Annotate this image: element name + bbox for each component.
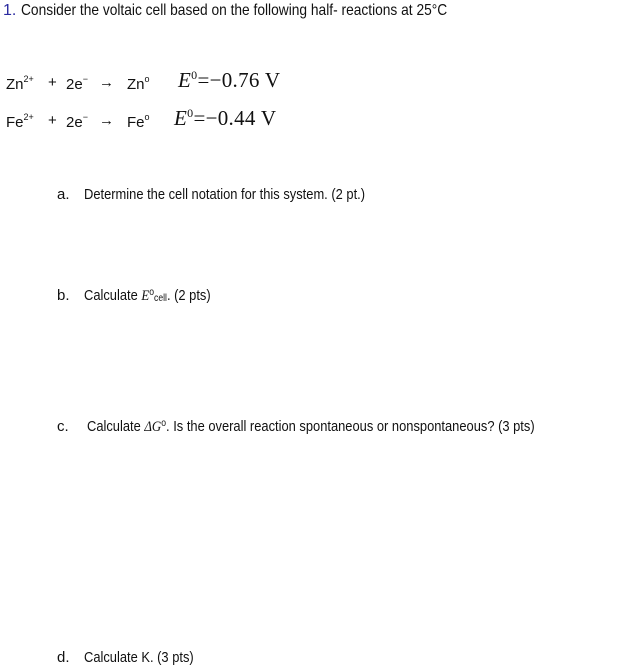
question-label: c. — [57, 418, 69, 435]
product: Fe$^o$ — [127, 112, 150, 131]
plus-sign: + — [48, 112, 57, 129]
reactant-ion: $Zn^{2+}$ — [6, 74, 34, 93]
question-label: a. — [57, 186, 70, 203]
question-label: d. — [57, 649, 70, 666]
electrons: 2e− — [66, 74, 88, 93]
question-label: b. — [57, 287, 70, 304]
problem-number: 1. — [3, 2, 17, 19]
question-text: Calculate $E^o_{cell}$. (2 pts) — [84, 287, 211, 304]
product: Zn$^o$ — [127, 74, 150, 93]
standard-potential: $E^0=-0.76$ V — [178, 68, 281, 92]
question-text: Calculate K. (3 pts) — [84, 649, 194, 666]
arrow-icon: → — [99, 112, 114, 129]
electrons: 2e− — [66, 112, 88, 131]
problem-text: Consider the voltaic cell based on the following half- reactions at 25°C — [20, 2, 447, 19]
arrow-icon: → — [99, 74, 114, 91]
problem-statement — [3, 2, 516, 20]
standard-potential: $E^0=-0.44$ V — [174, 106, 277, 130]
question-text: Calculate $\Delta G^o$. Is the overall reaction spontaneous or nonspontaneous? (3 pts) — [87, 418, 535, 435]
question-text: Determine the cell notation for this system. (2 pt.) — [84, 186, 366, 203]
plus-sign: + — [48, 74, 57, 91]
reactant-ion: $Fe^{2+}$ — [6, 112, 34, 131]
